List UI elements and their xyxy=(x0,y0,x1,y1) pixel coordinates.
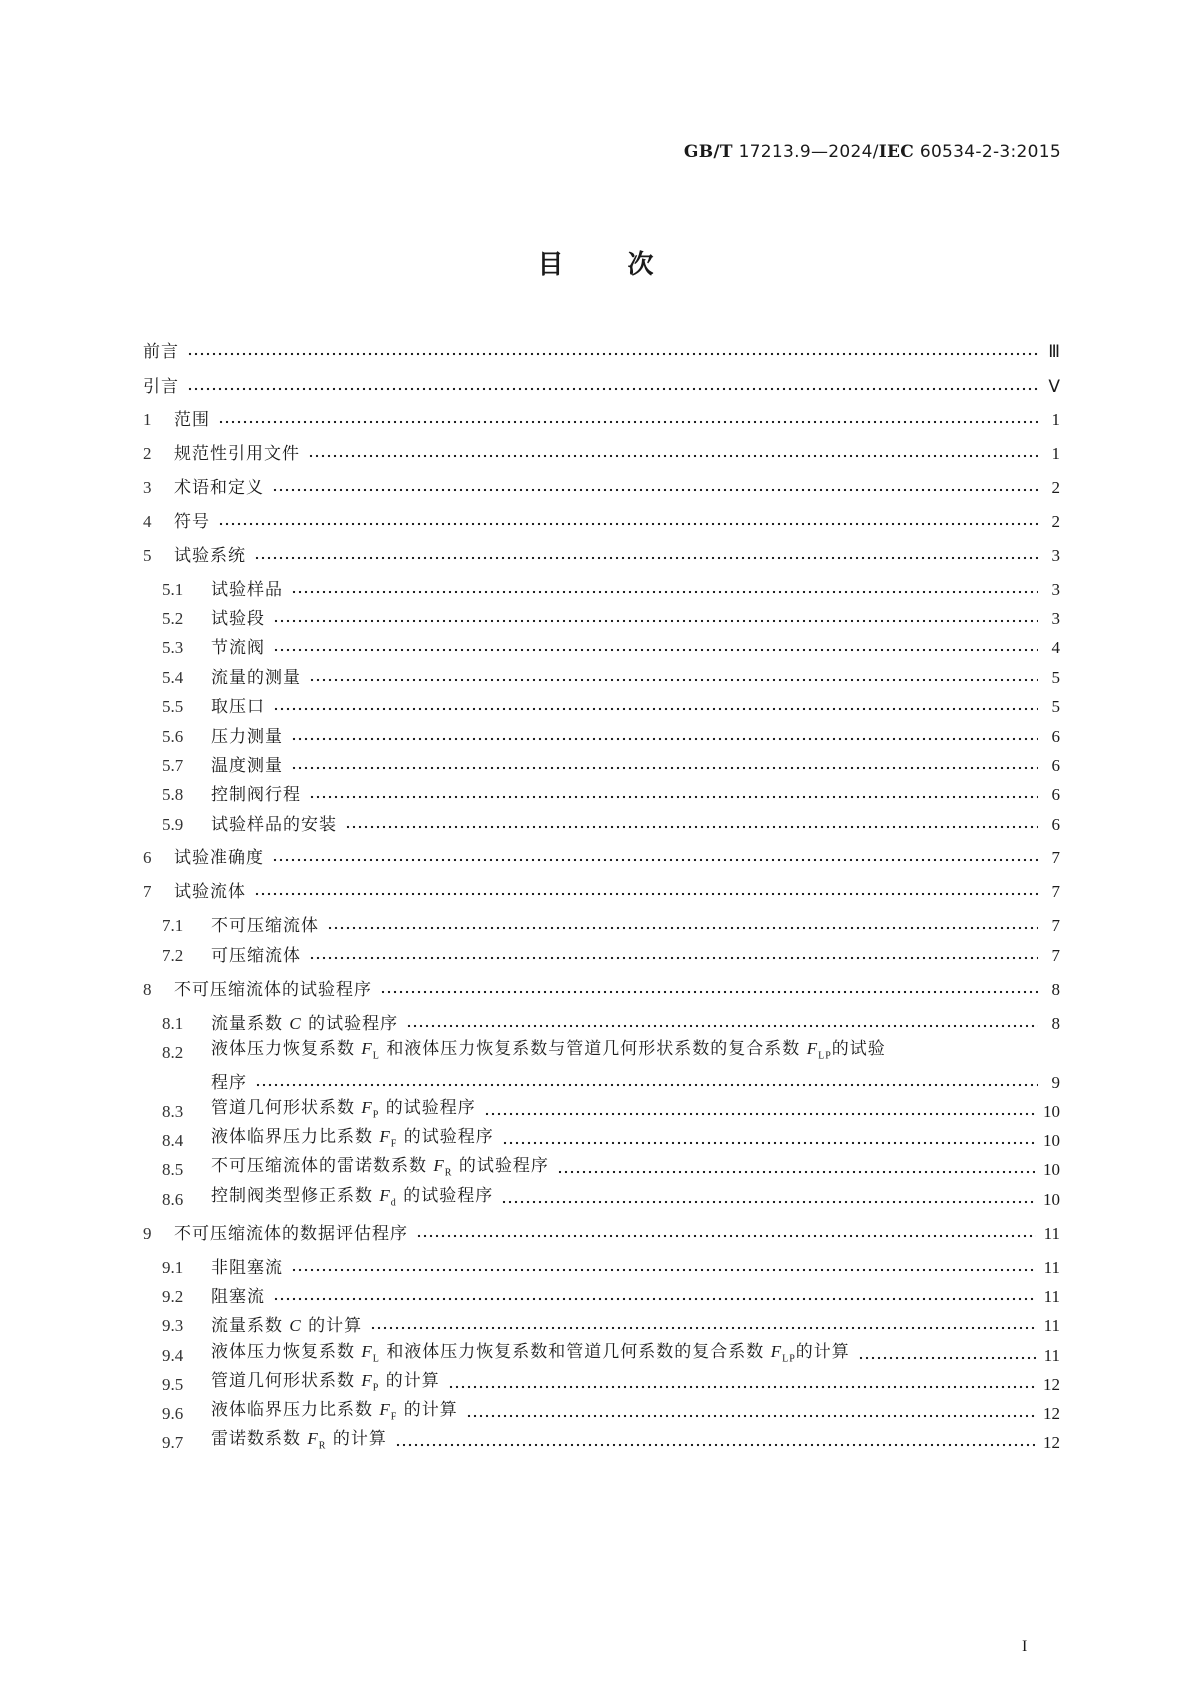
leader-dots xyxy=(255,1082,1038,1088)
toc-entry-label: 不可压缩流体的数据评估程序 xyxy=(174,1224,408,1244)
leader-dots xyxy=(218,419,1038,425)
toc-entry-number: 5.7 xyxy=(162,756,184,775)
toc-entry[interactable] xyxy=(143,542,1060,570)
leader-dots xyxy=(254,891,1038,897)
toc-entry-page: 7 xyxy=(1051,882,1060,901)
leader-dots xyxy=(448,1384,1035,1390)
toc-entry-number: 9.2 xyxy=(162,1287,184,1306)
toc-entry[interactable] xyxy=(143,693,1060,721)
toc-entry-label: 不可压缩流体 xyxy=(211,916,319,936)
toc-entry[interactable] xyxy=(143,1283,1060,1311)
toc-entry-number: 5.8 xyxy=(162,785,184,804)
label-text: 的试验程序 xyxy=(403,1127,494,1148)
leader-dots xyxy=(273,618,1038,624)
symbol-subscript: F xyxy=(390,1138,398,1150)
toc-entry-label: 取压口 xyxy=(211,697,265,717)
leader-dots xyxy=(291,589,1038,595)
standard-code: GB/T 17213.9—2024/IEC 60534-2-3:2015 xyxy=(683,142,1061,162)
toc-entry-page: Ⅴ xyxy=(1048,377,1060,396)
toc-entry-number: 5.4 xyxy=(162,668,184,687)
leader-dots xyxy=(416,1233,1036,1239)
toc-entry-number: 8.1 xyxy=(162,1014,184,1033)
label-text: 和液体压力恢复系数和管道几何系数的复合系数 xyxy=(386,1342,765,1363)
label-text: 控制阀类型修正系数 xyxy=(211,1186,373,1207)
toc-entry-label xyxy=(211,1010,398,1038)
toc-entry[interactable] xyxy=(143,1371,1060,1399)
toc-entry-page: 12 xyxy=(1043,1375,1060,1394)
leader-dots xyxy=(272,857,1038,863)
toc-entry-number: 5.1 xyxy=(162,580,184,599)
toc-entry-page: 12 xyxy=(1043,1433,1060,1452)
toc-entry-label: 流量的测量 xyxy=(211,668,301,688)
toc-entry-page: 11 xyxy=(1043,1346,1060,1365)
symbol-subscript: L xyxy=(372,1353,380,1365)
leader-dots xyxy=(484,1111,1035,1117)
toc-entry-number: 8.5 xyxy=(162,1160,184,1179)
symbol: F xyxy=(379,1186,391,1206)
label-text: 液体临界压力比系数 xyxy=(211,1127,373,1148)
toc-entry-label xyxy=(211,1182,493,1217)
toc-entry-number: 5.3 xyxy=(162,638,184,657)
toc-entry[interactable] xyxy=(143,1220,1060,1248)
toc-entry[interactable] xyxy=(143,781,1060,809)
label-text: 的计算 xyxy=(332,1429,387,1450)
toc-entry-page: 7 xyxy=(1051,946,1060,965)
toc-entry[interactable] xyxy=(143,1400,1060,1428)
toc-entry[interactable] xyxy=(143,508,1060,536)
toc-entry[interactable] xyxy=(143,1098,1060,1126)
toc-entry-number: 9.5 xyxy=(162,1375,184,1394)
toc-entry-label: 压力测量 xyxy=(211,727,283,747)
toc-entry-number: 2 xyxy=(143,444,152,463)
label-text: 流量系数 xyxy=(211,1316,283,1336)
leader-dots xyxy=(557,1169,1035,1175)
label-text: 的试验程序 xyxy=(458,1156,549,1177)
toc-entry-page: 11 xyxy=(1043,1287,1060,1306)
toc-entry-label: 试验段 xyxy=(211,609,265,629)
toc-entry-label: 节流阀 xyxy=(211,638,265,658)
toc-entry[interactable] xyxy=(143,338,1060,366)
toc-entry[interactable] xyxy=(143,942,1060,970)
toc-entry-number: 5 xyxy=(143,546,152,565)
toc-entry-page: 5 xyxy=(1051,697,1060,716)
toc-entry[interactable] xyxy=(143,1254,1060,1282)
toc-entry-number: 6 xyxy=(143,848,152,867)
toc-entry[interactable] xyxy=(143,811,1060,839)
label-text: 的试验程序 xyxy=(308,1014,399,1034)
toc-entry-page: 6 xyxy=(1051,815,1060,834)
toc-entry-number: 8.3 xyxy=(162,1102,184,1121)
toc-entry-label xyxy=(211,1035,886,1070)
toc-entry-label: 试验样品的安装 xyxy=(211,815,337,835)
toc-entry[interactable] xyxy=(143,373,1060,401)
label-text: 的试验程序 xyxy=(403,1186,494,1207)
toc-entry-number: 9.6 xyxy=(162,1404,184,1423)
symbol-subscript: LP xyxy=(782,1353,796,1365)
page-title: 目次 xyxy=(537,250,718,280)
toc-entry-page: Ⅲ xyxy=(1048,342,1060,361)
symbol: F xyxy=(770,1342,783,1362)
toc-entry[interactable] xyxy=(143,878,1060,906)
toc-entry-number: 7.1 xyxy=(162,916,184,935)
symbol-subscript: L xyxy=(372,1050,380,1062)
toc-entry[interactable] xyxy=(143,605,1060,633)
toc-entry-page: 9 xyxy=(1051,1073,1060,1092)
toc-entry-label: 阻塞流 xyxy=(211,1287,265,1307)
toc-entry[interactable] xyxy=(143,1127,1060,1155)
toc-entry-number: 7 xyxy=(143,882,152,901)
leader-dots xyxy=(272,487,1038,493)
toc-entry[interactable] xyxy=(143,1156,1060,1184)
toc-entry[interactable] xyxy=(143,406,1060,434)
label-text: 雷诺数系数 xyxy=(211,1429,301,1450)
label-text: 的试验程序 xyxy=(385,1098,476,1119)
toc-entry-number: 8.4 xyxy=(162,1131,184,1150)
toc-entry-page: 11 xyxy=(1043,1258,1060,1277)
toc-entry-page: 1 xyxy=(1051,444,1060,463)
toc-entry-number: 5.5 xyxy=(162,697,184,716)
toc-entry-label: 不可压缩流体的试验程序 xyxy=(174,980,372,1000)
toc-entry-page: 1 xyxy=(1051,410,1060,429)
toc-entry-label xyxy=(211,1425,387,1460)
leader-dots xyxy=(273,1296,1036,1302)
symbol: F xyxy=(379,1400,391,1420)
symbol: F xyxy=(379,1127,391,1147)
toc-entry-number: 8.2 xyxy=(162,1043,184,1062)
toc-entry-page: 10 xyxy=(1043,1131,1060,1150)
symbol: F xyxy=(307,1429,319,1449)
toc-entry-label: 引言 xyxy=(143,377,179,397)
toc-entry-label: 试验样品 xyxy=(211,580,283,600)
symbol-subscript: P xyxy=(372,1382,380,1394)
symbol-subscript: R xyxy=(318,1440,327,1452)
label-text: 液体压力恢复系数 xyxy=(211,1039,355,1060)
toc-entry[interactable] xyxy=(143,1429,1060,1457)
toc-entry-label: 试验流体 xyxy=(174,882,246,902)
toc-entry-number: 1 xyxy=(143,410,152,429)
toc-entry-page: 6 xyxy=(1051,727,1060,746)
label-text: 的计算 xyxy=(795,1342,850,1363)
label-text: 的试验 xyxy=(831,1039,886,1060)
toc-entry-page: 7 xyxy=(1051,916,1060,935)
toc-entry-number: 9.7 xyxy=(162,1433,184,1452)
toc-entry-page: 6 xyxy=(1051,756,1060,775)
label-text: 液体临界压力比系数 xyxy=(211,1400,373,1421)
leader-dots xyxy=(309,794,1038,800)
toc-entry[interactable] xyxy=(143,844,1060,872)
toc-entry-number: 5.2 xyxy=(162,609,184,628)
toc-entry[interactable] xyxy=(143,912,1060,940)
toc-entry-label: 规范性引用文件 xyxy=(174,444,300,464)
leader-dots xyxy=(308,453,1038,459)
toc-entry-label: 温度测量 xyxy=(211,756,283,776)
leader-dots xyxy=(187,386,1038,392)
toc-entry-label: 控制阀行程 xyxy=(211,785,301,805)
leader-dots xyxy=(370,1325,1035,1331)
toc-entry-number: 4 xyxy=(143,512,152,531)
toc-entry[interactable] xyxy=(143,1010,1060,1038)
toc-entry-label: 术语和定义 xyxy=(174,478,264,498)
toc-entry-label: 非阻塞流 xyxy=(211,1258,283,1278)
toc-entry-label: 符号 xyxy=(174,512,210,532)
toc-entry[interactable] xyxy=(143,664,1060,692)
toc-entry[interactable] xyxy=(143,1039,1060,1067)
leader-dots xyxy=(291,1267,1036,1273)
toc-entry-number: 7.2 xyxy=(162,946,184,965)
leader-dots xyxy=(380,989,1038,995)
toc-entry[interactable] xyxy=(143,634,1060,662)
label-text: 不可压缩流体的雷诺数系数 xyxy=(211,1156,427,1177)
label-text: 和液体压力恢复系数与管道几何形状系数的复合系数 xyxy=(386,1039,801,1060)
leader-dots xyxy=(858,1355,1036,1361)
toc-entry-label xyxy=(211,1312,362,1340)
toc-entry-page: 6 xyxy=(1051,785,1060,804)
toc-entry-number: 9.3 xyxy=(162,1316,184,1335)
symbol-subscript: R xyxy=(444,1167,453,1179)
label-text: 管道几何形状系数 xyxy=(211,1371,355,1392)
symbol-subscript: d xyxy=(390,1197,397,1209)
toc-entry-number: 9.1 xyxy=(162,1258,184,1277)
symbol: C xyxy=(289,1316,302,1335)
leader-dots xyxy=(345,824,1038,830)
toc-entry-number: 9 xyxy=(143,1224,152,1243)
toc-entry-page: 5 xyxy=(1051,668,1060,687)
toc-entry-number: 3 xyxy=(143,478,152,497)
toc-entry-number: 8.6 xyxy=(162,1190,184,1209)
toc-entry-page: 4 xyxy=(1051,638,1060,657)
toc-entry-label: 试验系统 xyxy=(174,546,246,566)
toc-entry-page: 11 xyxy=(1043,1316,1060,1335)
symbol: F xyxy=(806,1039,819,1059)
leader-dots xyxy=(291,765,1038,771)
leader-dots xyxy=(466,1413,1035,1419)
label-text: 管道几何形状系数 xyxy=(211,1098,355,1119)
toc-entry-label: 程序 xyxy=(211,1073,247,1093)
page-number: I xyxy=(1022,1638,1028,1655)
leader-dots xyxy=(309,955,1038,961)
leader-dots xyxy=(187,351,1038,357)
label-text: 液体压力恢复系数 xyxy=(211,1342,355,1363)
toc-entry-label: 范围 xyxy=(174,410,210,430)
toc-entry[interactable] xyxy=(143,723,1060,751)
toc-entry-page: 10 xyxy=(1043,1190,1060,1209)
leader-dots xyxy=(395,1442,1035,1448)
label-text: 的计算 xyxy=(308,1316,363,1336)
leader-dots xyxy=(502,1140,1035,1146)
toc-entry-page: 2 xyxy=(1051,478,1060,497)
label-text: 的计算 xyxy=(403,1400,458,1421)
toc-entry[interactable] xyxy=(143,976,1060,1004)
symbol: F xyxy=(361,1342,373,1362)
leader-dots xyxy=(309,677,1038,683)
toc-entry-label: 前言 xyxy=(143,342,179,362)
toc-entry[interactable] xyxy=(143,576,1060,604)
toc-entry-number: 5.6 xyxy=(162,727,184,746)
symbol: F xyxy=(361,1039,373,1059)
toc-entry-label: 可压缩流体 xyxy=(211,946,301,966)
symbol-subscript: F xyxy=(390,1411,398,1423)
toc-entry-label: 试验准确度 xyxy=(174,848,264,868)
leader-dots xyxy=(501,1199,1035,1205)
toc-entry-continuation[interactable] xyxy=(143,1069,1060,1097)
toc-entry-page: 8 xyxy=(1051,980,1060,999)
label-text: 的计算 xyxy=(385,1371,440,1392)
toc-entry-page: 8 xyxy=(1051,1014,1060,1033)
toc-entry-page: 3 xyxy=(1051,580,1060,599)
symbol-subscript: P xyxy=(372,1109,380,1121)
leader-dots xyxy=(218,521,1038,527)
symbol: F xyxy=(361,1098,373,1118)
toc-entry-page: 7 xyxy=(1051,848,1060,867)
toc-entry[interactable] xyxy=(143,752,1060,780)
toc-entry-page: 10 xyxy=(1043,1102,1060,1121)
symbol: C xyxy=(289,1014,302,1033)
toc-entry-page: 2 xyxy=(1051,512,1060,531)
toc-entry-page: 12 xyxy=(1043,1404,1060,1423)
toc-entry-page: 10 xyxy=(1043,1160,1060,1179)
toc-entry-page: 11 xyxy=(1043,1224,1060,1243)
leader-dots xyxy=(273,706,1038,712)
toc-entry-number: 9.4 xyxy=(162,1346,184,1365)
toc-entry-number: 5.9 xyxy=(162,815,184,834)
symbol: F xyxy=(361,1371,373,1391)
toc-entry[interactable] xyxy=(143,474,1060,502)
toc-entry[interactable] xyxy=(143,1312,1060,1340)
symbol-subscript: LP xyxy=(818,1050,832,1062)
toc-entry[interactable] xyxy=(143,440,1060,468)
label-text: 流量系数 xyxy=(211,1014,283,1034)
toc-entry-page: 3 xyxy=(1051,546,1060,565)
toc-entry-page: 3 xyxy=(1051,609,1060,628)
leader-dots xyxy=(406,1023,1038,1029)
symbol: F xyxy=(433,1156,445,1176)
toc-entry[interactable] xyxy=(143,1342,1060,1370)
leader-dots xyxy=(327,925,1038,931)
toc-entry[interactable] xyxy=(143,1186,1060,1214)
leader-dots xyxy=(273,647,1038,653)
leader-dots xyxy=(291,736,1038,742)
leader-dots xyxy=(254,555,1038,561)
toc-entry-number: 8 xyxy=(143,980,152,999)
